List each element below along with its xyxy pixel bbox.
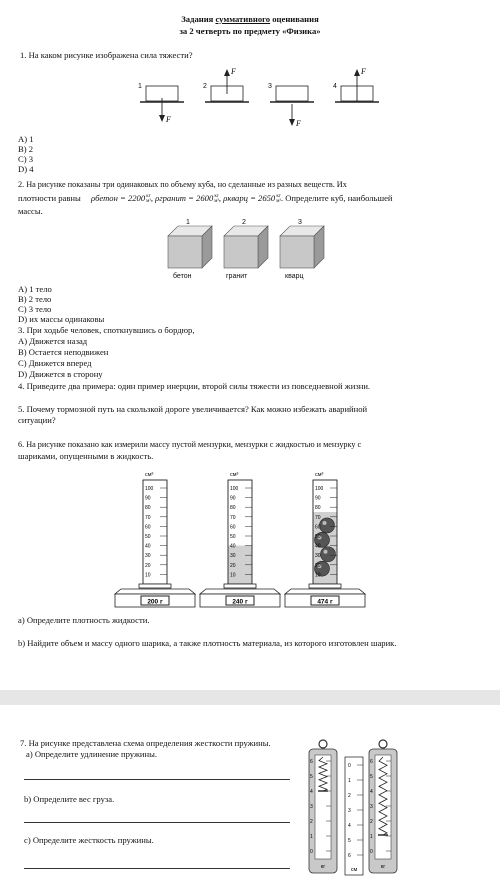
q2-option-d: D) их массы одинаковы [18, 314, 105, 324]
cylinder-base [309, 584, 341, 588]
gauge-tick-label: 5 [370, 774, 373, 780]
cube-num-2: 2 [242, 219, 246, 226]
ruler-tick-label: 4 [348, 823, 351, 829]
scale-label: 80 [230, 505, 236, 512]
gauge-tick-label: 4 [370, 789, 373, 795]
ruler-tick-label: 3 [348, 808, 351, 814]
q4-text: 4. Приведите два примера: один пример инерции, второй силы тяжести из повседневной жизни. [18, 381, 371, 391]
gauge-tick-label: 0 [370, 849, 373, 855]
dynamometer-loaded [369, 740, 397, 873]
cylinder-unit-label: см³ [145, 472, 154, 478]
q2-option-b: B) 2 тело [18, 294, 52, 304]
q3-text: 3. При ходьбе человек, споткнувшись о бордюр, [18, 325, 195, 335]
scale-label: 10 [315, 572, 321, 579]
scale-label: 60 [315, 524, 321, 531]
q3-option-d: D) Движется в сторону [18, 369, 103, 379]
q3-option-c: C) Движется вперед [18, 358, 92, 368]
scale-label: 20 [230, 562, 236, 569]
q7-question-b: b) Определите вес груза. [24, 794, 115, 804]
gauge-tick-label: 6 [310, 759, 313, 765]
scale-label: 100 [315, 486, 324, 492]
gauge-window [375, 755, 391, 859]
q2-line-1: 2. На рисунке показаны три одинаковых по объему куба, но сделанные из разных веществ. Их [18, 180, 347, 189]
gauge-tick-label: 3 [310, 804, 313, 810]
cube-label-granit: гранит [226, 273, 248, 280]
q1-figure [0, 62, 500, 132]
gauge-tick-label: 1 [310, 834, 313, 840]
q1-force-label-1: F [166, 115, 171, 124]
scale-plate [200, 589, 280, 594]
page-gap [0, 690, 500, 705]
cylinder-base [224, 584, 256, 588]
dynamometer-empty [309, 740, 337, 873]
gauge-tick-label: 2 [310, 819, 313, 825]
scale-label: 100 [230, 486, 239, 492]
scale-label: 40 [230, 543, 236, 550]
cube-num-3: 3 [298, 219, 302, 226]
q5-line-1: 5. Почему тормозной путь на скользкой дороге увеличивается? Как можно избежать аварийной [18, 404, 368, 414]
scale-label: 40 [315, 543, 321, 550]
cylinder-2 [200, 472, 280, 607]
answer-line-a[interactable] [24, 779, 290, 780]
gauge-tick-label: 0 [310, 849, 313, 855]
ruler-tick-label: 0 [348, 763, 351, 769]
q7-question-c: c) Определите жесткость пружины. [24, 835, 154, 845]
gauge-window [315, 755, 331, 859]
answer-line-c[interactable] [24, 868, 290, 869]
scale-label: 50 [315, 534, 321, 540]
ball-highlight [323, 521, 327, 525]
scale-label: 70 [145, 514, 151, 521]
q7-text: 7. На рисунке представлена схема определения жесткости пружины. [20, 738, 271, 748]
scale-label: 30 [145, 553, 151, 560]
q1-text: 1. На каком рисунке изображена сила тяжести? [20, 50, 193, 60]
scale-label: 70 [230, 514, 236, 521]
cylinder-unit-label: см³ [230, 472, 239, 478]
scale-label: 10 [230, 572, 236, 579]
gauge-tick-label: 3 [370, 804, 373, 810]
scale-label: 40 [145, 543, 151, 550]
gauge-unit: кг [380, 864, 386, 870]
scale-label: 90 [315, 495, 321, 502]
q3-option-a: A) Движется назад [18, 336, 88, 346]
scale-label: 70 [315, 514, 321, 521]
title-line-2: за 2 четверть по предмету «Физика» [179, 26, 321, 36]
ruler-unit: см [350, 867, 358, 873]
cylinder-base [139, 584, 171, 588]
cube-label-beton: бетон [173, 273, 192, 280]
rho-granit: ρгранит = 2600 [155, 193, 214, 203]
title-line-1: Задания суммативного оценивания [181, 14, 319, 24]
answer-line-b[interactable] [24, 822, 290, 823]
rho-beton: ρбетон = 2200 [90, 193, 146, 203]
ruler [345, 757, 363, 875]
scale-label: 20 [315, 562, 321, 569]
scale-plate [285, 589, 365, 594]
q1-option-c: C) 3 [18, 154, 34, 164]
scale-label: 100 [145, 486, 154, 492]
scale-label: 90 [230, 495, 236, 502]
q1-fig-num-2: 2 [203, 83, 207, 90]
q7-question-a: а) Определите удлинение пружины. [26, 749, 158, 759]
gauge-tick-label: 2 [370, 819, 373, 825]
q1-force-label-2: F [231, 67, 236, 76]
worksheet-page-2 [0, 705, 500, 878]
ruler-tick-label: 1 [348, 778, 351, 784]
cube-num-1: 1 [186, 219, 190, 226]
q2-line-2: плотности равны ρбетон = 2200кг м³, ρгранит = 2600кг м³, ρкварц = 2650кг м³. Определите куб, наибольшей [18, 193, 393, 205]
q6-question-b: b) Найдите объем и массу одного шарика, а также плотность материала, из которого изготовлен шарик. [18, 638, 397, 648]
q2-cubes-figure [0, 214, 500, 282]
scale-label: 30 [230, 553, 236, 560]
cylinder-1 [115, 472, 195, 607]
ball-highlight [324, 550, 328, 554]
q6-question-a: а) Определите плотность жидкости. [18, 615, 150, 625]
scale-label: 60 [230, 524, 236, 531]
ball [321, 547, 336, 562]
q1-option-a: A) 1 [18, 134, 34, 144]
scale-label: 60 [145, 524, 151, 531]
rho-kvarc: ρкварц = 2650 [223, 193, 276, 203]
ruler-tick-label: 2 [348, 793, 351, 799]
mass-reading: 240 г [232, 598, 248, 606]
hook-ring [379, 740, 387, 748]
gauge-tick-label: 4 [310, 789, 313, 795]
scale-plate [115, 589, 195, 594]
q2-option-c: C) 3 тело [18, 304, 52, 314]
q2-line-3: массы. [18, 206, 43, 216]
q5-line-2: ситуации? [18, 415, 56, 425]
hook-ring [319, 740, 327, 748]
q1-force-label-3: F [296, 119, 301, 128]
cylinder-unit-label: см³ [315, 472, 324, 478]
scale-label: 50 [145, 534, 151, 540]
scale-label: 50 [230, 534, 236, 540]
q1-force-label-4: F [361, 67, 366, 76]
q1-option-b: B) 2 [18, 144, 34, 154]
ball [320, 518, 335, 533]
scale-label: 80 [315, 505, 321, 512]
q1-fig-num-3: 3 [268, 83, 272, 90]
ruler-tick-label: 6 [348, 853, 351, 859]
q1-option-d: D) 4 [18, 164, 34, 174]
mass-reading: 474 г [317, 598, 333, 606]
cylinder-3 [285, 472, 365, 607]
q6-cylinders-figure [0, 462, 500, 612]
scale-label: 80 [145, 505, 151, 512]
gauge-unit: кг [320, 864, 326, 870]
gauge-tick-label: 1 [370, 834, 373, 840]
cube-label-kvarc: кварц [285, 273, 304, 280]
q3-option-b: B) Остается неподвижен [18, 347, 109, 357]
q6-line-1: 6. На рисунке показано как измерили массу пустой мензурки, мензурки с жидкостью и мензурку с [18, 440, 362, 449]
scale-label: 10 [145, 572, 151, 579]
q1-fig-num-1: 1 [138, 83, 142, 90]
q6-line-2: шариками, опущенными в жидкость. [18, 451, 154, 461]
mass-reading: 200 г [147, 598, 163, 606]
gauge-tick-label: 5 [310, 774, 313, 780]
scale-label: 20 [145, 562, 151, 569]
gauge-tick-label: 6 [370, 759, 373, 765]
scale-label: 90 [145, 495, 151, 502]
q1-fig-num-4: 4 [333, 83, 337, 90]
q7-spring-figure [305, 739, 445, 879]
q2-option-a: A) 1 тело [18, 284, 52, 294]
scale-label: 30 [315, 553, 321, 560]
ruler-tick-label: 5 [348, 838, 351, 844]
